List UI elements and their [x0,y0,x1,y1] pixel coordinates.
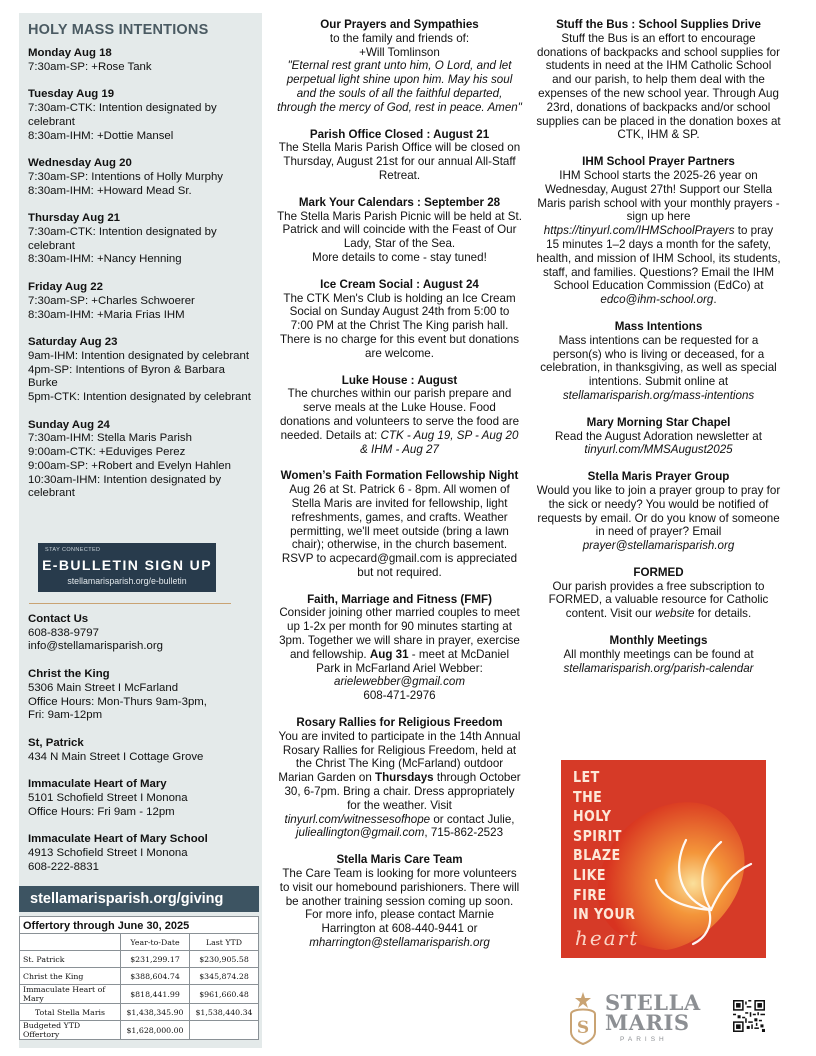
sympathy-section [277,18,522,115]
right-column [536,18,781,688]
contact-block [28,613,256,654]
section-text-part: IHM School starts the 2025-26 year on Wednesday, August 27th! Support our Stella Maris parish school with your monthly prayers - sign up here [537,168,780,224]
section-text: Stuff the Bus is an effort to encourage donations of backpacks and school supplies for students in need at the IHM Catholic School and our parish, to help them deal with the expenses of the new school year. Through Aug 23rd, donations of backpacks and/or school supplies can be placed in the donation boxes at CTK, IHM & SP. [536,31,781,142]
section-title: Ice Cream Social : August 24 [320,277,479,291]
rosary-section [277,716,522,840]
mass-line: 9am-IHM: Intention designated by celebrant [28,349,249,362]
contact-title: Immaculate Heart of Mary [28,778,167,791]
ytd-value: $231,299.17 [121,951,190,968]
contact-line: 5306 Main Street I McFarland [28,681,179,694]
giving-link[interactable]: stellamarisparish.org/giving [19,886,259,912]
email-link[interactable]: prayer@stellamarisparish.org [582,539,735,553]
table-row [20,1021,259,1040]
section-title: Stuff the Bus : School Supplies Drive [556,18,761,31]
last-ytd-value [190,1021,259,1040]
section-title: Parish Office Closed : August 21 [309,127,490,141]
website-link[interactable]: website [655,607,695,621]
mass-line: 7:30am-CTK: Intention designated by celebrant [28,102,217,128]
ihm-prayer-section [536,155,781,307]
last-ytd-value: $230,905.58 [190,951,259,968]
sidebar [19,13,262,1048]
section-title: Women’s Faith Formation Fellowship Night [280,469,519,483]
row-label: Budgeted YTD Offertory [20,1021,121,1040]
section-text-part: Consider joining other married couples to meet up 1-2x per month for 90 minutes starting at 3pm. Together we will share in prayer, exercise and fellowship. [279,606,520,661]
ice-cream-section [277,278,522,361]
holy-spirit-image [561,760,766,958]
section-text: to the family and friends of: [329,31,470,45]
mass-day [28,88,256,143]
day-title: Friday Aug 22 [28,281,103,294]
caption-line: IN YOUR [573,905,636,924]
middle-column [277,18,522,963]
contact-line: 434 N Main Street I Cottage Grove [28,750,204,763]
day-title: Thursday Aug 21 [28,212,120,225]
contact-list [28,613,256,889]
last-ytd-value: $345,874.28 [190,968,259,985]
last-ytd-value: $961,660.48 [190,985,259,1004]
contact-line: 608-222-8831 [28,860,99,873]
formed-section [536,566,781,621]
svg-text:S: S [576,1018,590,1038]
section-text: Would you like to join a prayer group to pray for the sick or needy? You would be notified of requests by email. Or do you know of someone in need of prayer? Email [536,483,781,539]
section-text: The Care Team is looking for more volunteers to visit our homebound parishioners. There will be another training session coming up soon. For more info, please contact Marnie Harrington at 608-440-9441 or [279,867,520,936]
image-caption [573,768,635,925]
table-header: Last YTD [190,934,259,951]
section-title: Mass Intentions [614,319,703,333]
stella-maris-logo [563,988,713,1050]
mass-line: 10:30am-IHM: Intention designated by celebrant [28,473,222,500]
mass-day [28,47,256,74]
mass-day [28,336,256,405]
section-title: Faith, Marriage and Fitness (FMF) [307,592,492,606]
mass-intentions-section [536,320,781,403]
section-title: Monthly Meetings [609,634,708,648]
phone-text: , 715-862-2523 [424,826,504,840]
ytd-value: $1,438,345.90 [121,1004,190,1021]
mass-line: 5pm-CTK: Intention designated by celebrant [28,391,251,404]
caption-line: SPIRIT [573,826,622,845]
section-text-part: to pray 15 minutes 1–2 days a month for the safety, health, and mission of IHM School, its students, staff, and families. Questions? Email the IHM School Education Commission (EdCo) at [536,224,781,293]
caption-line: LIKE [573,865,607,884]
mass-line: 9:00am-SP: +Robert and Evelyn Hahlen [28,459,231,472]
mass-line: 7:30am-SP: Intentions of Holly Murphy [28,170,223,183]
last-ytd-value: $1,538,440.34 [190,1004,259,1021]
contact-title: Immaculate Heart of Mary School [28,833,208,846]
caption-script: heart [575,926,640,950]
section-text [536,169,781,307]
contact-phone: 608-838-9797 [28,626,99,639]
meetings-section [536,634,781,675]
prayer-text: "Eternal rest grant unto him, O Lord, and let perpetual light shine upon him. May his soul and the souls of all the faithful departed, through the mercy of God, rest in peace. Amen" [277,59,522,114]
day-title: Sunday Aug 24 [28,418,110,431]
mass-line: 7:30am-SP: +Rose Tank [28,60,152,73]
mass-line: 8:30am-IHM: +Dottie Mansel [28,129,174,142]
email-link[interactable]: mharrington@stellamarisparish.org [309,936,490,950]
day-title: Wednesday Aug 20 [28,157,132,170]
deceased-name: +Will Tomlinson [359,45,440,59]
ytd-value: $388,604.74 [121,968,190,985]
table-row [20,1004,259,1021]
section-text [277,387,522,456]
section-text-part: The churches within our parish prepare and serve meals at the Luke House. Food donations and volunteers to serve the food are needed. Details at: [279,387,520,442]
ebulletin-url: stellamarisparish.org/e-bulletin [67,576,187,586]
contact-block [28,833,256,874]
section-text-part: Our parish provides a free subscription to FORMED, a valuable resource for Catholic content. Visit our [548,579,769,621]
mass-line: 4pm-SP: Intentions of Byron & Barbara Burke [28,363,225,390]
section-text: The Stella Maris Parish Office will be closed on Thursday, August 21st for our annual All-Staff Retreat. [278,141,521,182]
section-text: Aug 26 at St. Patrick 6 - 8pm. All women of Stella Maris are invited for fellowship, light refreshments, games, and crafts. Weather permitting, we'll meet outside (bring a lawn chair); otherwise, in the church basement. RSVP to acpecard@gmail.com is appreciated but not required. [281,483,518,579]
contact-line: Fri: 9am-12pm [28,709,103,722]
contact-title: Christ the King [28,668,110,681]
offertory-table [19,916,259,1040]
ebulletin-title: E-BULLETIN SIGN UP [42,557,212,573]
calendar-section [277,196,522,265]
caption-line: LET [573,768,600,786]
section-text: Read the August Adoration newsletter at [555,429,762,443]
mass-day [28,212,256,267]
url-link[interactable]: stellamarisparish.org/mass-intentions [562,388,755,402]
contact-email[interactable]: info@stellamarisparish.org [28,640,164,653]
caption-line: THE [573,787,603,806]
url-link[interactable]: https://tinyurl.com/IHMSchoolPrayers [543,224,735,238]
section-text [277,730,522,840]
caption-line: FIRE [573,885,607,904]
office-closed-section [277,128,522,183]
mass-line: 7:30am-CTK: Intention designated by celebrant [28,226,217,252]
contact-title: Contact Us [28,613,89,625]
section-text: The Stella Maris Parish Picnic will be held at St. Patrick and will coincide with the Feast of Our Lady, Star of the Sea. [277,209,522,251]
section-text: More details to come - stay tuned! [312,250,487,264]
mass-line: 8:30am-IHM: +Howard Mead Sr. [28,184,192,197]
row-label: Immaculate Heart of Mary [20,985,121,1004]
email-link[interactable]: arielewebber@gmail.com [334,675,465,689]
section-title: Rosary Rallies for Religious Freedom [296,716,503,730]
mass-line: 8:30am-IHM: +Nancy Henning [28,253,182,266]
table-row [20,951,259,968]
ebulletin-small: STAY CONNECTED [45,547,101,553]
day-title: Saturday Aug 23 [28,336,118,349]
morning-star-section [536,416,781,457]
logo-name: MARIS [605,1010,690,1035]
section-text-part: through October 30, 6-7pm. Bring a chair. Dress appropriately for the weather. Visit [284,771,521,812]
section-title: Stella Maris Prayer Group [587,470,730,484]
row-label: St. Patrick [20,951,121,968]
section-text-part: You are invited to participate in the 14th Annual Rosary Rallies for Religious Freedom, held at the Christ The King (McFarland) outdoor Marian Garden on [278,729,521,785]
contact-line: Office Hours: Fri 9am - 12pm [28,805,175,818]
contact-block [28,737,256,764]
mass-line: 9:00am-CTK: +Eduviges Perez [28,446,186,459]
url-link[interactable]: stellamarisparish.org/parish-calendar [563,661,754,675]
contact-line: 4913 Schofield Street I Monona [28,847,188,860]
contact-title: St, Patrick [28,736,84,749]
fmf-section [277,593,522,703]
stella-maris-logo-icon [563,988,603,1046]
mass-day [28,281,256,322]
section-text: All monthly meetings can be found at [563,647,754,661]
day-title: Monday Aug 18 [28,47,112,59]
section-text-part: - meet at McDaniel Park in McFarland Ariel Webber: [316,647,510,675]
section-title: Luke House : August [341,373,458,387]
caption-line: HOLY [573,807,612,826]
mass-day [28,157,256,198]
section-text: Mass intentions can be requested for a person(s) who is living or deceased, for a celebration, in thanksgiving, as well as special intentions. Submit online at [540,333,777,389]
ebulletin-signup-banner[interactable] [38,543,216,592]
section-title: IHM School Prayer Partners [582,155,735,169]
section-title: Our Prayers and Sympathies [320,18,479,31]
contact-block [28,668,256,723]
womens-section [277,469,522,579]
prayer-group-section [536,470,781,553]
ytd-value: $818,441.99 [121,985,190,1004]
caption-line: BLAZE [573,846,621,865]
ytd-value: $1,628,000.00 [121,1021,190,1040]
section-title: Stella Maris Care Team [336,853,463,867]
table-header: Year-to-Date [121,934,190,951]
bold-date: Aug 31 [369,647,409,661]
section-text: The CTK Men's Club is holding an Ice Cream Social on Sunday August 24th from 5:00 to 7:00 PM at the Christ The King parish hall. There is no charge for this event but donations are welcome. [279,291,520,360]
email-link[interactable]: julieallington@gmail.com [295,826,425,840]
logo-name: STELLA [605,990,701,1015]
contact-block [28,778,256,819]
contact-line: Office Hours: Mon-Thurs 9am-3pm, [28,695,207,708]
row-label: Total Stella Maris [20,1004,121,1021]
section-title: Mark Your Calendars : September 28 [298,195,501,209]
table-row [20,985,259,1004]
mass-list [28,47,256,515]
day-title: Tuesday Aug 19 [28,88,115,101]
mass-line: 7:30am-IHM: Stella Maris Parish [28,432,192,445]
divider [29,603,231,604]
luke-house-section [277,374,522,457]
section-title: FORMED [633,565,684,579]
mass-line: 8:30am-IHM: +Maria Frias IHM [28,308,185,321]
logo-subtitle: PARISH [620,1036,668,1043]
section-text-part: or contact Julie, [430,812,515,826]
table-row [20,968,259,985]
url-link[interactable]: tinyurl.com/witnessesofhope [284,812,431,826]
row-label: Christ the King [20,968,121,985]
email-link[interactable]: edco@ihm-school.org [600,293,714,307]
offertory-title: Offertory through June 30, 2025 [19,916,259,933]
section-text [277,606,522,689]
phone-text: 608-471-2976 [363,689,436,703]
section-text [536,580,781,621]
section-text-part: . [713,293,717,307]
mass-intentions-title: HOLY MASS INTENTIONS [28,22,209,38]
section-title: Mary Morning Star Chapel [586,415,731,429]
care-team-section [277,853,522,950]
mass-line: 7:30am-SP: +Charles Schwoerer [28,294,195,307]
contact-line: 5101 Schofield Street I Monona [28,792,188,805]
section-text-part: for details. [694,607,752,621]
url-link[interactable]: tinyurl.com/MMSAugust2025 [584,443,733,457]
stuff-bus-section [536,18,781,142]
table-header [20,934,121,951]
details-text: CTK - Aug 19, SP - Aug 20 & IHM - Aug 27 [360,428,519,456]
mass-day [28,419,256,501]
qr-code-icon[interactable] [733,1000,765,1032]
bold-day: Thursdays [375,771,434,785]
